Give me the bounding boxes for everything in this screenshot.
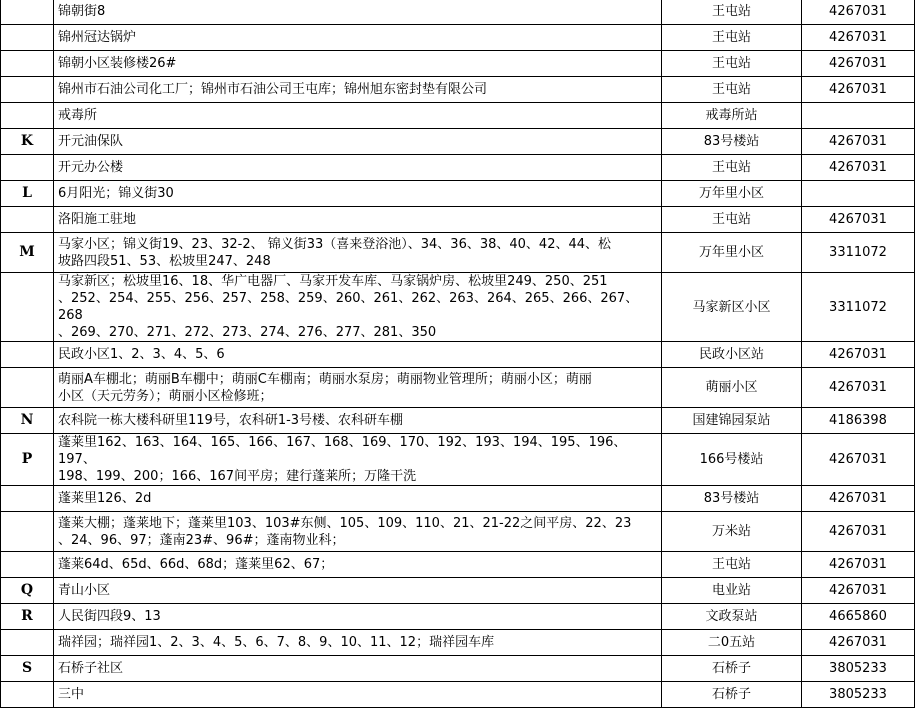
location-name-cell bbox=[54, 233, 662, 273]
phone-cell: 4267031 bbox=[802, 51, 915, 77]
station-cell: 王屯站 bbox=[662, 207, 802, 233]
phone-cell: 4267031 bbox=[802, 0, 915, 25]
location-name-line: 人民街四段9、13 bbox=[58, 609, 161, 624]
index-letter-cell bbox=[1, 51, 54, 77]
phone-cell: 4267031 bbox=[802, 129, 915, 155]
location-name-line: 戒毒所 bbox=[58, 108, 98, 123]
location-name-cell bbox=[54, 630, 662, 656]
location-name-cell bbox=[54, 0, 662, 25]
location-name-cell bbox=[54, 181, 662, 207]
station-cell: 萌丽小区 bbox=[662, 368, 802, 408]
location-name-cell bbox=[54, 129, 662, 155]
location-name-line: 蓬莱大棚；蓬莱地下；蓬莱里103、103#东侧、105、109、110、21、21-22之间平房、22、23 bbox=[58, 515, 632, 531]
index-letter-cell bbox=[1, 25, 54, 51]
location-name-line: 瑞祥园；瑞祥园1、2、3、4、5、6、7、8、9、10、11、12；瑞祥园车库 bbox=[58, 635, 495, 650]
index-letter-cell bbox=[1, 207, 54, 233]
location-name-cell bbox=[54, 51, 662, 77]
location-name-line: 蓬莱里126、2d bbox=[58, 491, 152, 506]
phone-cell: 4267031 bbox=[802, 512, 915, 552]
location-name-line: 蓬莱里162、163、164、165、166、167、168、169、170、192、193、194、195、196、197、 bbox=[58, 435, 627, 467]
table-row bbox=[1, 342, 915, 368]
phone-cell: 4267031 bbox=[802, 486, 915, 512]
location-name-cell bbox=[54, 103, 662, 129]
location-name-cell bbox=[54, 486, 662, 512]
table-row bbox=[1, 0, 915, 25]
station-cell: 戒毒所站 bbox=[662, 103, 802, 129]
phone-cell: 3311072 bbox=[802, 233, 915, 273]
location-name-line: 三中 bbox=[58, 687, 85, 702]
station-cell: 万年里小区 bbox=[662, 181, 802, 207]
location-name-cell bbox=[54, 512, 662, 552]
location-name-line: 6月阳光；锦义街30 bbox=[58, 186, 174, 201]
index-letter-cell bbox=[1, 486, 54, 512]
index-letter-cell: K bbox=[1, 129, 54, 155]
location-name-line: 锦朝小区装修楼26# bbox=[58, 56, 177, 71]
phone-cell bbox=[802, 181, 915, 207]
table-row bbox=[1, 233, 915, 273]
location-name-cell bbox=[54, 273, 662, 342]
location-name-line: 开元办公楼 bbox=[58, 160, 124, 175]
index-letter-cell: P bbox=[1, 434, 54, 486]
table-row bbox=[1, 434, 915, 486]
table-row bbox=[1, 630, 915, 656]
location-name-line: 石桥子社区 bbox=[58, 661, 124, 676]
index-letter-cell: L bbox=[1, 181, 54, 207]
table-row bbox=[1, 103, 915, 129]
location-name-line: 开元油保队 bbox=[58, 134, 124, 149]
table-row bbox=[1, 486, 915, 512]
phone-cell: 4267031 bbox=[802, 342, 915, 368]
location-name-cell bbox=[54, 408, 662, 434]
phone-cell: 4267031 bbox=[802, 578, 915, 604]
location-name-line: 、252、254、255、256、257、258、259、260、261、262、263、264、265、266、267、268 bbox=[58, 291, 639, 323]
index-letter-cell bbox=[1, 103, 54, 129]
phone-cell: 4267031 bbox=[802, 77, 915, 103]
index-letter-cell bbox=[1, 552, 54, 578]
location-name-cell bbox=[54, 77, 662, 103]
phone-cell: 3805233 bbox=[802, 682, 915, 708]
location-name-line: 青山小区 bbox=[58, 583, 111, 598]
phone-cell: 4186398 bbox=[802, 408, 915, 434]
station-cell: 166号楼站 bbox=[662, 434, 802, 486]
index-letter-cell bbox=[1, 0, 54, 25]
index-letter-cell: R bbox=[1, 604, 54, 630]
location-name-line: 蓬莱64d、65d、66d、68d；蓬莱里62、67； bbox=[58, 557, 334, 572]
phone-cell: 4267031 bbox=[802, 25, 915, 51]
location-name-cell bbox=[54, 207, 662, 233]
location-name-cell bbox=[54, 552, 662, 578]
table-row bbox=[1, 273, 915, 342]
phone-cell: 4267031 bbox=[802, 630, 915, 656]
location-name-line: 、269、270、271、272、273、274、276、277、281、350 bbox=[58, 325, 437, 340]
table-row bbox=[1, 51, 915, 77]
location-name-line: 民政小区1、2、3、4、5、6 bbox=[58, 347, 225, 362]
index-letter-cell bbox=[1, 682, 54, 708]
location-name-line: 锦州市石油公司化工厂；锦州市石油公司王屯库；锦州旭东密封垫有限公司 bbox=[58, 82, 488, 97]
table-row bbox=[1, 77, 915, 103]
station-cell: 民政小区站 bbox=[662, 342, 802, 368]
station-cell: 石桥子 bbox=[662, 656, 802, 682]
station-cell: 王屯站 bbox=[662, 155, 802, 181]
index-letter-cell bbox=[1, 155, 54, 181]
table-row bbox=[1, 368, 915, 408]
table-row bbox=[1, 25, 915, 51]
station-cell: 电业站 bbox=[662, 578, 802, 604]
station-cell: 83号楼站 bbox=[662, 129, 802, 155]
table-body bbox=[1, 0, 915, 708]
station-cell: 83号楼站 bbox=[662, 486, 802, 512]
index-letter-cell: Q bbox=[1, 578, 54, 604]
location-name-line: 洛阳施工驻地 bbox=[58, 212, 137, 227]
station-cell: 王屯站 bbox=[662, 77, 802, 103]
table-row bbox=[1, 682, 915, 708]
station-cell: 王屯站 bbox=[662, 0, 802, 25]
index-letter-cell: N bbox=[1, 408, 54, 434]
phone-cell: 3805233 bbox=[802, 656, 915, 682]
phone-cell: 3311072 bbox=[802, 273, 915, 342]
location-name-line: 锦州冠达锅炉 bbox=[58, 30, 137, 45]
location-name-line: 坡路四段51、53、松坡里247、248 bbox=[58, 253, 271, 269]
location-name-cell bbox=[54, 656, 662, 682]
location-name-cell bbox=[54, 368, 662, 408]
location-name-line: 、24、96、97；蓬南23#、96#；蓬南物业科； bbox=[58, 532, 345, 548]
station-cell: 国建锦园泵站 bbox=[662, 408, 802, 434]
index-letter-cell bbox=[1, 273, 54, 342]
index-letter-cell bbox=[1, 630, 54, 656]
index-letter-cell: S bbox=[1, 656, 54, 682]
location-name-line: 小区（天元劳务）；萌丽小区检修班； bbox=[58, 388, 273, 404]
index-letter-cell bbox=[1, 368, 54, 408]
station-cell: 石桥子 bbox=[662, 682, 802, 708]
phone-cell: 4267031 bbox=[802, 368, 915, 408]
table-row bbox=[1, 408, 915, 434]
location-name-cell bbox=[54, 604, 662, 630]
station-cell: 万年里小区 bbox=[662, 233, 802, 273]
location-name-cell bbox=[54, 342, 662, 368]
station-cell: 文政泵站 bbox=[662, 604, 802, 630]
index-letter-cell bbox=[1, 342, 54, 368]
table-row bbox=[1, 552, 915, 578]
station-cell: 王屯站 bbox=[662, 25, 802, 51]
phone-cell: 4665860 bbox=[802, 604, 915, 630]
station-cell: 万米站 bbox=[662, 512, 802, 552]
station-cell: 马家新区小区 bbox=[662, 273, 802, 342]
location-name-line: 马家小区；锦义街19、23、32-2、 锦义街33（喜来登浴池）、34、36、38、40、42、44、松 bbox=[58, 236, 612, 252]
location-name-line: 萌丽A车棚北；萌丽B车棚中；萌丽C车棚南；萌丽水泵房；萌丽物业管理所；萌丽小区；萌丽 bbox=[58, 371, 592, 387]
location-name-cell bbox=[54, 155, 662, 181]
location-name-line: 农科院一栋大楼科研里119号，农科研1-3号楼、农科研车棚 bbox=[58, 413, 404, 428]
station-cell: 王屯站 bbox=[662, 51, 802, 77]
location-name-line: 马家新区；松坡里16、18、华广电器厂、马家开发车库、马家锅炉房、松坡里249、250、251 bbox=[58, 274, 608, 289]
location-name-cell bbox=[54, 578, 662, 604]
phone-cell: 4267031 bbox=[802, 434, 915, 486]
location-name-cell bbox=[54, 25, 662, 51]
index-letter-cell: M bbox=[1, 233, 54, 273]
index-letter-cell bbox=[1, 512, 54, 552]
location-name-line: 锦朝街8 bbox=[58, 4, 106, 19]
location-name-cell bbox=[54, 434, 662, 486]
table-row bbox=[1, 656, 915, 682]
phone-cell: 4267031 bbox=[802, 552, 915, 578]
station-cell: 二0五站 bbox=[662, 630, 802, 656]
table-row bbox=[1, 181, 915, 207]
phone-cell: 4267031 bbox=[802, 207, 915, 233]
table-row bbox=[1, 129, 915, 155]
location-name-cell bbox=[54, 682, 662, 708]
table-row bbox=[1, 512, 915, 552]
phone-cell bbox=[802, 103, 915, 129]
phone-cell: 4267031 bbox=[802, 155, 915, 181]
index-letter-cell bbox=[1, 77, 54, 103]
station-cell: 王屯站 bbox=[662, 552, 802, 578]
location-name-line: 198、199、200；166、167间平房；建行蓬莱所；万隆干洗 bbox=[58, 469, 417, 484]
table-row bbox=[1, 207, 915, 233]
table-row bbox=[1, 578, 915, 604]
table-row bbox=[1, 155, 915, 181]
table-row bbox=[1, 604, 915, 630]
